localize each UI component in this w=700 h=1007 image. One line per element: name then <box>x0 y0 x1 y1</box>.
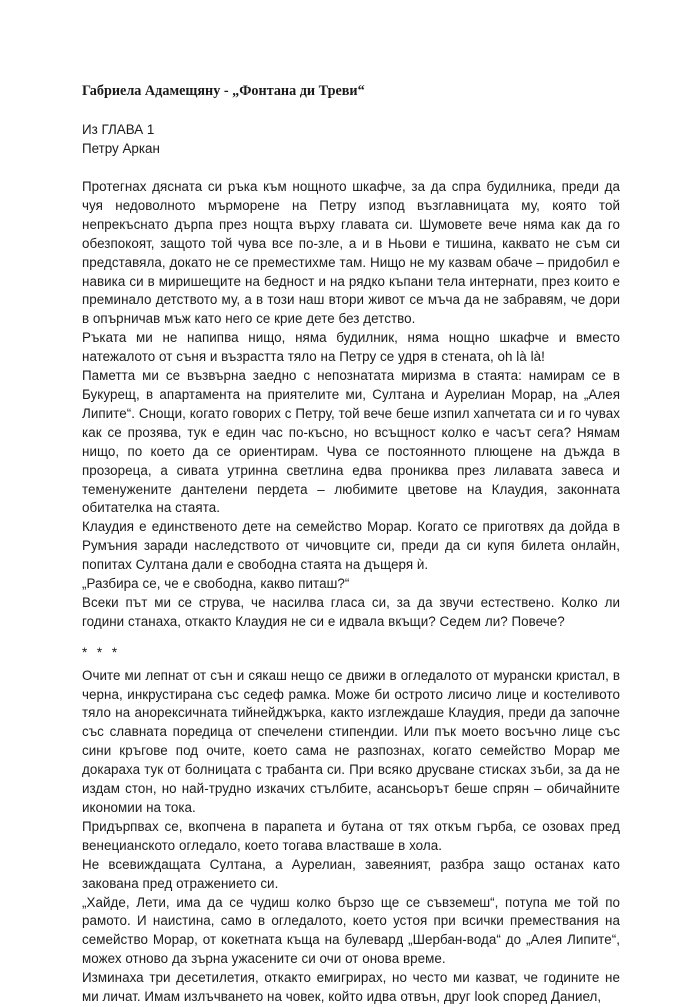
paragraph: Придърпвах се, вкопчена в парапета и бутана от тях откъм гърба, се озовах пред венецианското огледало, което тогава властваше в хола. <box>82 818 620 853</box>
section-separator: * * * <box>82 644 121 660</box>
paragraph: Клаудия е единственото дете на семейство Морар. Когато се приготвях да дойда в Румъния заради наследството от чичовците си, преди да си купя билета онлайн, попитах Султана дали е свободна стаята на дъщеря ѝ. <box>82 519 620 573</box>
paragraph: Очите ми лепнат от сън и сякаш нещо се движи в огледалото от мурански кристал, в черна, инкрустирана със седеф рамка. Може би острото лисичо лице и костеливото тяло на анорексичната тийнейджърка, както изглеждаше Клаудия, преди да започне със славната поредица от спечелени стипендии. Или пък моето восъчно лице със сини кръгове под очите, което сама не разпознах, когато семейство Морар ме докараха тук от болницата с трабанта си. При всяко друсване стисках зъби, за да не издам стон, но най-трудно изкачих стълбите, асансьорът беше спрян – обичайните икономии на тока. <box>82 667 620 815</box>
paragraph: „Разбира се, че е свободна, какво питаш?“ <box>82 576 350 592</box>
chapter-heading <box>82 120 620 158</box>
document-title: Габриела Адамещяну - „Фонтана ди Треви“ <box>82 83 365 99</box>
chapter-label: Из ГЛАВА 1 <box>82 122 155 137</box>
paragraph: „Хайде, Лети, има да се чудиш колко бързо ще се съвземеш“, потупа ме той по рамото. И наистина, само в огледалото, което устоя при всички премествания на семейство Морар, от кокетната къща на булевард „Шербан-вода“ до „Алея Липите“, можех отново да зърна ужасените си очи от онова време. <box>82 894 620 967</box>
document-body <box>82 178 620 1007</box>
paragraph: Не всевиждащата Султана, а Аурелиан, завеяният, разбра защо останах като закована пред отражението си. <box>82 856 620 891</box>
paragraph: Протегнах дясната си ръка към нощното шкафче, за да спра будилника, преди да чуя недоволното мърморене на Петру изпод възглавницата му, която той непрекъснато дърпа през нощта върху главата си. Шумовете вече няма как да го обезпокоят, защото той чува все по-зле, а и в Ньови е тишина, каквато не съм си представяла, докато не се преместихме там. Нищо не му казвам обаче – придобил е навика си в миришещите на бедност и на рядко къпани тела интернати, през които е преминало детството му, а в този наш втори живот се мъча да не забравям, че дори в опърничав мъж като него се крие дете без детство. <box>82 179 620 327</box>
paragraph: Всеки път ми се струва, че насилва гласа си, за да звучи естествено. Колко ли години станаха, откакто Клаудия не си е идвала вкъщи? Седем ли? Повече? <box>82 594 620 629</box>
paragraph: Паметта ми се възвърна заедно с непознатата миризма в стаята: намирам се в Букурещ, в апартамента на приятелите ми, Султана и Аурелиан Морар, на „Алея Липите“. Снощи, когато говорих с Петру, той вече беше изпил хапчетата си и го чувах как се прозява, тук е един час по-късно, но всъщност колко е часът сега? Нямам нищо, по което да се ориентирам. Чува се постоянното плющене на дъжда в прозореца, а сивата утринна светлина едва прониква през лилавата завеса и теменужените дантелени пердета – любимите цветове на Клаудия, законната обитателка на стаята. <box>82 368 620 516</box>
narrator-label: Петру Аркан <box>82 141 160 156</box>
paragraph: Изминаха три десетилетия, откакто емигрирах, но често ми казват, че годините не ми личат. Имам излъчването на човек, който идва отвън, друг look според Даниел, <box>82 970 620 1005</box>
paragraph: Ръката ми не напипва нищо, няма будилник, няма нощно шкафче и вместо натежалото от съня и възрастта тяло на Петру се удря в стената, oh là là! <box>82 330 620 365</box>
